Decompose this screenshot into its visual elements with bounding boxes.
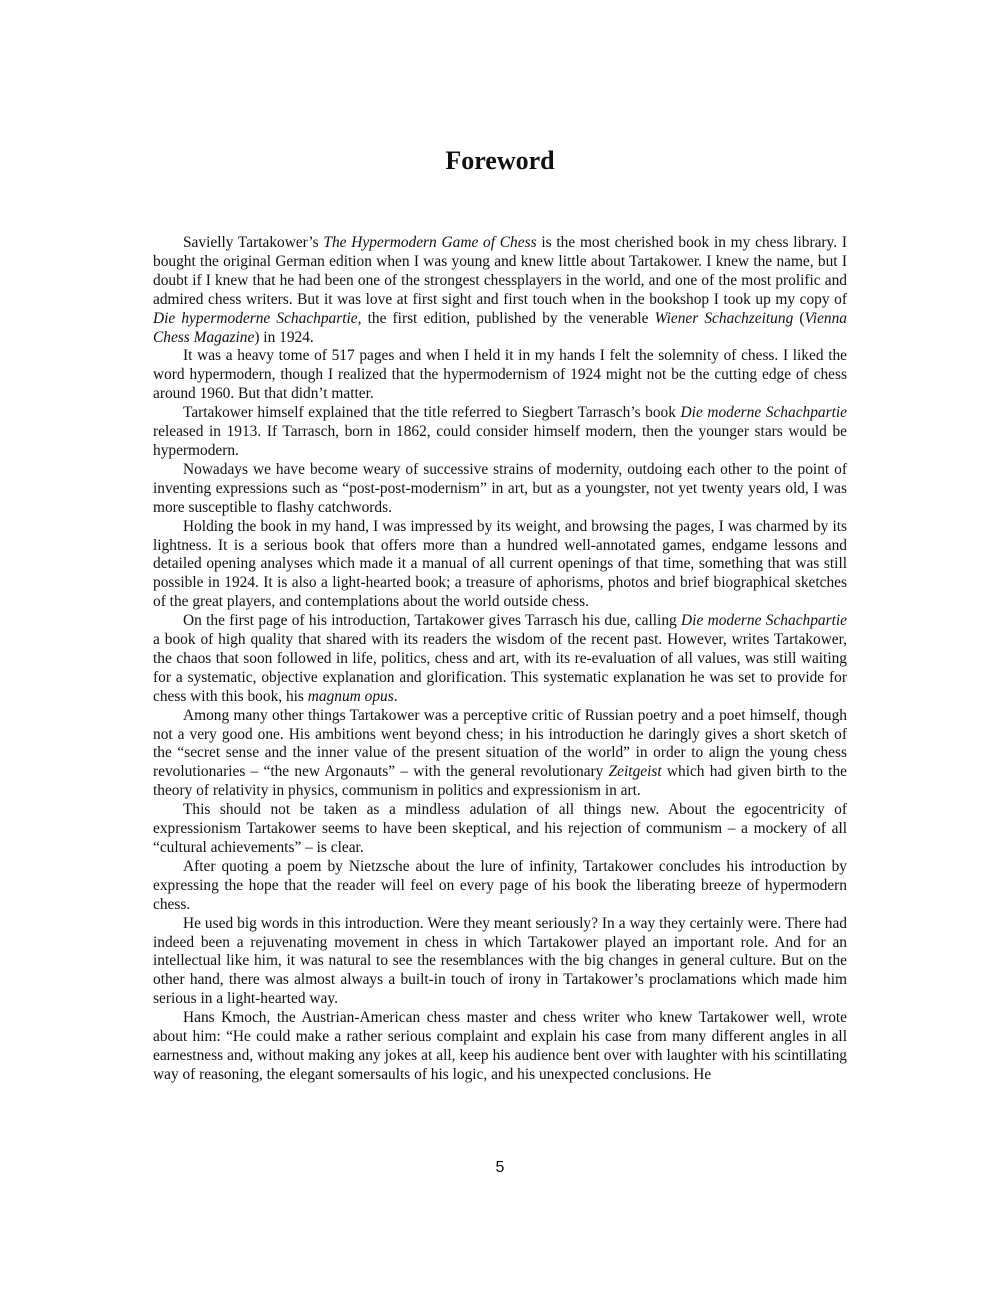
text-run: released in 1913. If Tarrasch, born in 1862, could consider himself modern, then the younger stars would be hypermodern.	[153, 423, 847, 459]
italic-text: The Hypermodern Game of Chess	[323, 234, 537, 251]
paragraph	[153, 858, 847, 915]
paragraph	[153, 461, 847, 518]
text-run: ) in 1924.	[254, 328, 314, 346]
paragraph	[153, 518, 847, 613]
italic-text: Wiener Schachzeitung	[654, 309, 794, 327]
text-run: which had given birth to the theory of relativity in physics, communism in politics and expressionism in art.	[153, 763, 847, 800]
text-run: Hans Kmoch, the Austrian-American chess master and chess writer who knew Tartakower well, wrote about him: “He could make a rather serious complaint and explain his case from many different angles in all earnestness and, without making any jokes at all, keep his audience bent over with laughter with his scintillating way of reasoning, the elegant somersaults of his logic, and his unexpected conclusions. He	[153, 1009, 847, 1083]
text-run: , the first edition, published by the venerable	[357, 309, 655, 327]
paragraph	[153, 707, 847, 802]
paragraph	[153, 612, 847, 707]
paragraph	[153, 915, 847, 1010]
body-text	[153, 234, 847, 1085]
text-run: is the most cherished book in my chess library. I bought the original German edition when I was young and knew little about Tartakower. I knew the name, but I doubt if I knew that he had been one of the strongest chessplayers in the world, and one of the most prolific and admired chess writers. But it was love at first sight and first touch when in the bookshop I took up my copy of	[153, 234, 847, 308]
italic-text: Die moderne Schachpartie	[680, 404, 847, 422]
text-run: .	[393, 687, 398, 705]
paragraph	[153, 347, 847, 404]
italic-text: Vienna Chess Magazine	[153, 309, 847, 346]
text-run: He used big words in this introduction. Were they meant seriously? In a way they certainly were. There had indeed been a rejuvenating movement in chess in which Tartakower played an important role. And for an intellectual like him, it was natural to see the resemblances with the big changes in general culture. But on the other hand, there was almost always a built-in touch of irony in Tartakower’s proclamations which made him serious in a light-hearted way.	[153, 914, 847, 1008]
paragraph	[153, 801, 847, 858]
text-run: Savielly Tartakower’s	[183, 234, 324, 251]
text-run: On the first page of his introduction, Tartakower gives Tarrasch his due, calling	[183, 612, 682, 630]
italic-text: magnum opus	[307, 687, 394, 705]
page-number: 5	[495, 1159, 505, 1176]
text-run: Tartakower himself explained that the title referred to Siegbert Tarrasch’s book	[183, 404, 681, 422]
italic-text: Die moderne Schachpartie	[681, 612, 847, 630]
text-run: (	[793, 309, 805, 327]
text-run: Among many other things Tartakower was a perceptive critic of Russian poetry and a poet himself, though not a very good one. His ambitions went beyond chess; in his introduction he daringly gives a short sketch of the “secret sense and the inner value of the present situation of the world” in order to align the young chess revolutionaries – “the new Argonauts” – with the general revolutionary	[153, 706, 847, 781]
text-run: Holding the book in my hand, I was impressed by its weight, and browsing the pages, I was charmed by its lightness. It is a serious book that offers more than a hundred well-annotated games, endgame lessons and detailed opening analyses which made it a manual of all current openings of that time, something that was still possible in 1924. It is also a light-hearted book; a treasure of aphorisms, photos and brief biographical sketches of the great players, and contemplations about the world outside chess.	[153, 517, 847, 611]
text-run: After quoting a poem by Nietzsche about the lure of infinity, Tartakower concludes his introduction by expressing the hope that the reader will feel on every page of his book the liberating breeze of hypermodern chess.	[153, 857, 847, 913]
page-title: Foreword	[445, 146, 555, 175]
italic-text: Die hypermoderne Schachpartie	[153, 309, 358, 327]
paragraph	[153, 1009, 847, 1085]
text-run: a book of high quality that shared with its readers the wisdom of the recent past. However, writes Tartakower, the chaos that soon followed in life, politics, chess and art, with its re-evaluation of all values, was still waiting for a systematic, objective explanation and glorification. This systematic explanation he was set to provide for chess with this book, his	[153, 631, 847, 705]
italic-text: Zeitgeist	[608, 763, 662, 781]
text-run: This should not be taken as a mindless adulation of all things new. About the egocentricity of expressionism Tartakower seems to have been skeptical, and his rejection of communism – a mockery of all “cultural achievements” – is clear.	[153, 801, 847, 856]
text-run: Nowadays we have become weary of successive strains of modernity, outdoing each other to the point of inventing expressions such as “post-post-modernism” in art, but as a youngster, not yet twenty years old, I was more susceptible to flashy catchwords.	[153, 460, 847, 516]
paragraph	[153, 404, 847, 461]
text-run: It was a heavy tome of 517 pages and when I held it in my hands I felt the solemnity of chess. I liked the word hypermodern, though I realized that the hypermodernism of 1924 might not be the cutting edge of chess around 1960. But that didn’t matter.	[153, 347, 847, 403]
paragraph	[153, 234, 847, 347]
